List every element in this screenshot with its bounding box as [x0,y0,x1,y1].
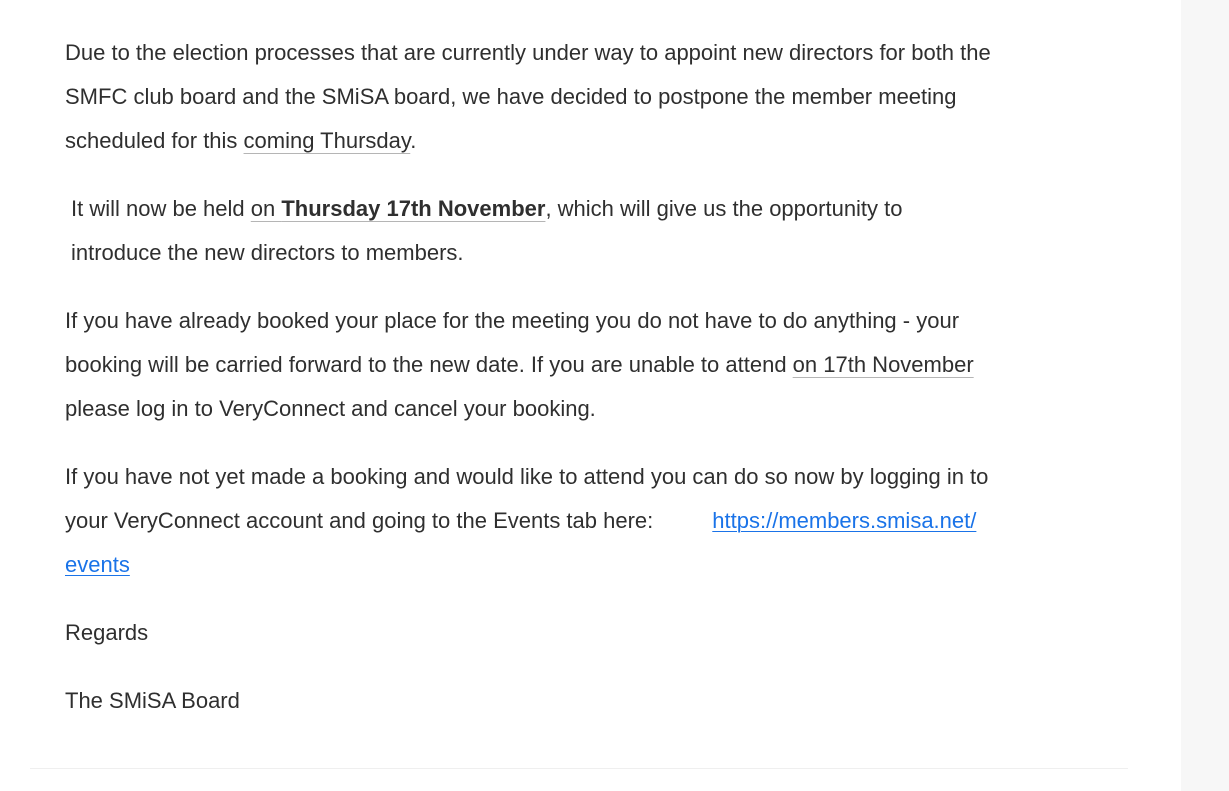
date-reference-new-meeting[interactable] [251,196,546,221]
date-prefix: on [250,196,282,221]
paragraph-line: If you have not yet made a booking and would like to attend you can do so now by logging in to [65,464,989,489]
paragraph-line: Due to the election processes that are currently under way to appoint new directors for both the [65,40,991,65]
paragraph-line: , which will give us the opportunity to [545,196,903,221]
events-link-continued[interactable]: events [65,552,130,577]
message-content [65,31,1105,747]
paragraph-line: SMFC club board and the SMiSA board, we have decided to postpone the member meeting [65,84,957,109]
paragraph-line: . [410,128,417,153]
paragraph-new-booking [65,455,1105,587]
paragraph-existing-booking [65,299,1105,431]
paragraph-new-date [65,187,1105,275]
signature: The SMiSA Board [65,688,240,713]
date-reference-17th-november[interactable]: on 17th November [792,352,974,377]
paragraph-line: booking will be carried forward to the new date. If you are unable to attend [65,352,793,377]
date-reference-coming-thursday[interactable]: coming Thursday [243,128,411,153]
scrollbar-track[interactable] [1181,0,1229,791]
footer-divider [30,768,1128,769]
paragraph-line: your VeryConnect account and going to the Events tab here: [65,508,654,533]
paragraph-postponement [65,31,1105,163]
paragraph-line: If you have already booked your place for the meeting you do not have to do anything - your [65,308,960,333]
events-link[interactable]: https://members.smisa.net/ [712,508,977,533]
paragraph-line: It will now be held [71,196,251,221]
paragraph-line: scheduled for this [65,128,244,153]
closing-regards: Regards [65,620,149,645]
paragraph-line: please log in to VeryConnect and cancel your booking. [65,396,596,421]
new-meeting-date: Thursday 17th November [281,196,546,221]
paragraph-line: introduce the new directors to members. [71,240,464,265]
